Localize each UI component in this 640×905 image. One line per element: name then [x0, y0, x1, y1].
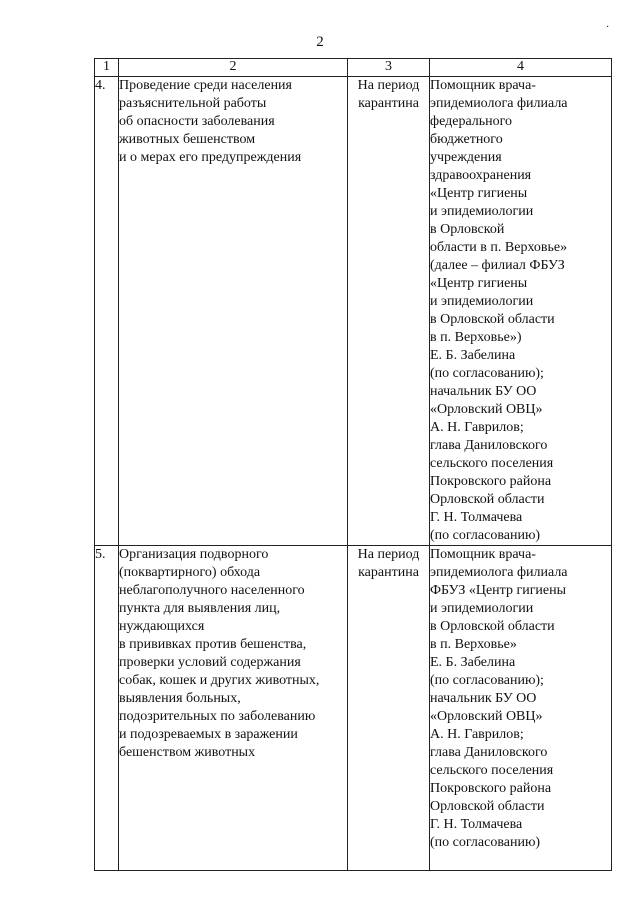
- text-line: и эпидемиологии: [430, 294, 534, 309]
- text-line: об опасности заболевания: [119, 114, 275, 129]
- text-line: (по согласованию);: [430, 673, 544, 688]
- text-line: А. Н. Гаврилов;: [430, 727, 524, 742]
- row-number: 5.: [95, 546, 119, 871]
- text-line: и эпидемиологии: [430, 204, 534, 219]
- text-line: в Орловской области: [430, 619, 555, 634]
- text-line: в Орловской: [430, 222, 505, 237]
- text-line: Орловской области: [430, 799, 545, 814]
- table-row: [95, 546, 612, 871]
- text-line: «Орловский ОВЦ»: [430, 709, 543, 724]
- text-line: сельского поселения: [430, 763, 554, 778]
- scan-mark: ·: [606, 22, 610, 33]
- text-line: Орловской области: [430, 492, 545, 507]
- text-line: животных бешенством: [119, 132, 256, 147]
- text-line: учреждения: [430, 150, 502, 165]
- text-line: карантина: [358, 565, 419, 580]
- text-line: (по согласованию): [430, 528, 541, 543]
- table-header-row: [95, 59, 612, 77]
- text-line: (далее – филиал ФБУЗ: [430, 258, 565, 273]
- responsible-persons: [430, 77, 612, 546]
- text-line: Помощник врача-: [430, 78, 536, 93]
- text-line: «Центр гигиены: [430, 186, 528, 201]
- text-line: в п. Верховье»: [430, 637, 517, 652]
- text-line: и подозреваемых в заражении: [119, 727, 298, 742]
- column-number-2: 2: [119, 59, 348, 77]
- text-line: собак, кошек и других животных,: [119, 673, 320, 688]
- text-line: в Орловской области: [430, 312, 555, 327]
- text-line: Г. Н. Толмачева: [430, 817, 523, 832]
- text-line: нуждающихся: [119, 619, 205, 634]
- text-line: пункта для выявления лиц,: [119, 601, 281, 616]
- text-line: бюджетного: [430, 132, 503, 147]
- text-line: А. Н. Гаврилов;: [430, 420, 524, 435]
- text-line: неблагополучного населенного: [119, 583, 305, 598]
- execution-term: [348, 546, 430, 871]
- text-line: Проведение среди населения: [119, 78, 292, 93]
- text-line: в прививках против бешенства,: [119, 637, 307, 652]
- responsible-persons: [430, 546, 612, 871]
- text-line: Покровского района: [430, 781, 552, 796]
- text-line: подозрительных по заболеванию: [119, 709, 316, 724]
- text-line: и эпидемиологии: [430, 601, 534, 616]
- text-line: сельского поселения: [430, 456, 554, 471]
- text-line: ФБУЗ «Центр гигиены: [430, 583, 567, 598]
- text-line: «Центр гигиены: [430, 276, 528, 291]
- text-line: карантина: [358, 96, 419, 111]
- measure-description: [119, 77, 348, 546]
- text-line: Г. Н. Толмачева: [430, 510, 523, 525]
- text-line: Е. Б. Забелина: [430, 655, 516, 670]
- text-line: Е. Б. Забелина: [430, 348, 516, 363]
- table-row: [95, 77, 612, 546]
- measure-description: [119, 546, 348, 871]
- column-number-3: 3: [348, 59, 430, 77]
- execution-term: [348, 77, 430, 546]
- text-line: Покровского района: [430, 474, 552, 489]
- text-line: здравоохранения: [430, 168, 532, 183]
- text-line: Организация подворного: [119, 547, 269, 562]
- text-line: эпидемиолога филиала: [430, 565, 568, 580]
- measures-table: [94, 58, 612, 871]
- column-number-4: 4: [430, 59, 612, 77]
- text-line: области в п. Верховье»: [430, 240, 568, 255]
- text-line: (по согласованию);: [430, 366, 544, 381]
- text-line: проверки условий содержания: [119, 655, 301, 670]
- text-line: глава Даниловского: [430, 438, 548, 453]
- text-line: (по согласованию): [430, 835, 541, 850]
- text-line: Помощник врача-: [430, 547, 536, 562]
- text-line: бешенством животных: [119, 745, 256, 760]
- page-number: 2: [316, 34, 324, 50]
- text-line: разъяснительной работы: [119, 96, 267, 111]
- text-line: и о мерах его предупреждения: [119, 150, 302, 165]
- text-line: в п. Верховье»): [430, 330, 522, 345]
- row-number: 4.: [95, 77, 119, 546]
- text-line: начальник БУ ОО: [430, 691, 537, 706]
- text-line: глава Даниловского: [430, 745, 548, 760]
- text-line: выявления больных,: [119, 691, 241, 706]
- text-line: эпидемиолога филиала: [430, 96, 568, 111]
- text-line: начальник БУ ОО: [430, 384, 537, 399]
- text-line: На период: [357, 78, 420, 93]
- text-line: На период: [357, 547, 420, 562]
- text-line: федерального: [430, 114, 513, 129]
- column-number-1: 1: [95, 59, 119, 77]
- text-line: «Орловский ОВЦ»: [430, 402, 543, 417]
- text-line: (поквартирного) обхода: [119, 565, 261, 580]
